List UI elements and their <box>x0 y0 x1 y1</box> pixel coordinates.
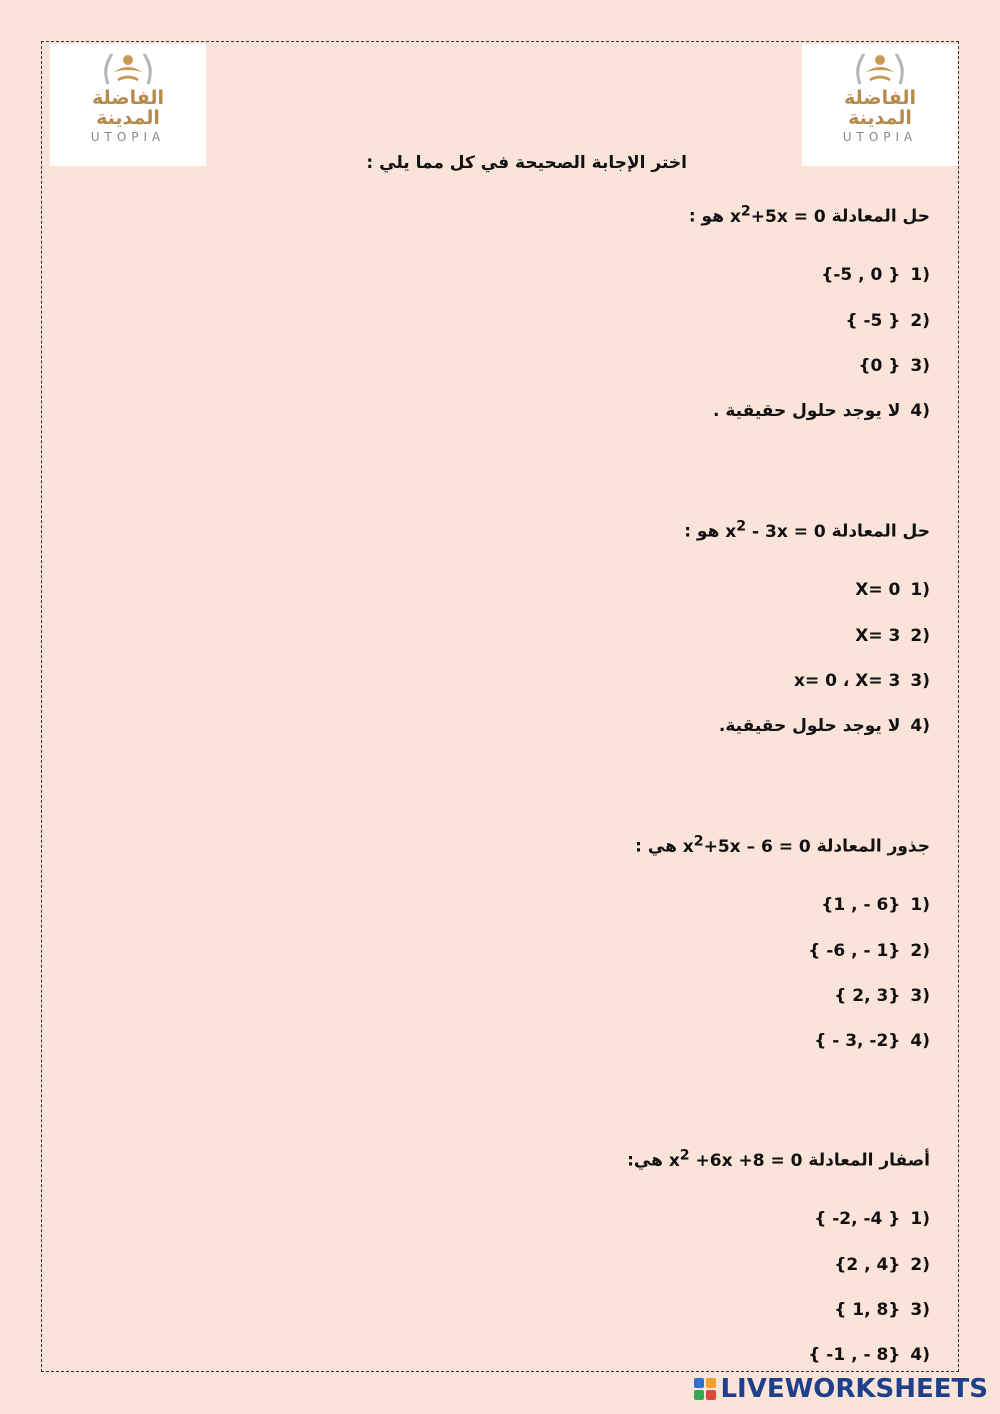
answer-option[interactable] <box>855 580 930 600</box>
logo-latin: UTOPIA <box>842 130 918 144</box>
worksheet-frame <box>41 41 959 1372</box>
answer-option[interactable] <box>814 1031 930 1051</box>
answer-option[interactable] <box>794 671 930 691</box>
answer-option-number: 3) <box>910 1300 930 1320</box>
answer-option[interactable] <box>834 986 930 1006</box>
answer-option-number: 3) <box>910 671 930 691</box>
question-prompt: حل المعادلة $x^2 - 3x = 0$ هو : <box>684 518 930 542</box>
answer-option-number: 2) <box>910 311 930 331</box>
answer-option-number: 1) <box>910 580 930 600</box>
answer-option-text: لا يوجد حلول حقيقية . <box>712 401 901 421</box>
answer-option-number: 3) <box>910 356 930 376</box>
utopia-logo-left <box>50 44 206 166</box>
answer-option-text: x= 0 ، X= 3 <box>794 671 901 691</box>
instructions-heading: اختر الإجابة الصحيحة في كل مما يلي : <box>366 153 687 173</box>
answer-option-number: 4) <box>910 401 930 421</box>
answer-option-number: 1) <box>910 265 930 285</box>
logo-arabic-line2: المدينة <box>96 107 160 129</box>
answer-option[interactable] <box>814 1209 930 1229</box>
answer-option-number: 2) <box>910 626 930 646</box>
answer-option-number: 3) <box>910 986 930 1006</box>
answer-option[interactable] <box>855 626 930 646</box>
answer-option-text: { 2, 3} <box>834 986 901 1006</box>
logo-arabic-line2: المدينة <box>848 107 912 129</box>
answer-option-text: لا يوجد حلول حقيقية. <box>718 716 901 736</box>
answer-option[interactable] <box>821 265 930 285</box>
liveworksheets-wordmark: LIVEWORKSHEETS <box>720 1374 988 1404</box>
answer-option-number: 4) <box>910 1031 930 1051</box>
answer-option-text: X= 3 <box>855 626 901 646</box>
answer-option[interactable] <box>808 941 930 961</box>
question-prompt: حل المعادلة $x^2+5x = 0$ هو : <box>688 203 930 227</box>
answer-option-number: 2) <box>910 941 930 961</box>
answer-option-text: {0 } <box>858 356 901 376</box>
answer-option-number: 1) <box>910 895 930 915</box>
answer-option[interactable] <box>845 311 930 331</box>
answer-option-text: { - 3, -2} <box>814 1031 901 1051</box>
liveworksheets-brand <box>694 1374 988 1404</box>
answer-option[interactable] <box>719 716 930 736</box>
answer-option[interactable] <box>821 895 930 915</box>
laurel-icon <box>850 48 910 88</box>
answer-option-number: 4) <box>910 716 930 736</box>
logo-arabic-line1: الفاضلة <box>91 87 165 109</box>
answer-option-text: { -1 , - 8} <box>808 1345 901 1365</box>
answer-option-text: { 1, 8} <box>834 1300 901 1320</box>
question-prompt: أصفار المعادلة $x^2 +6x +8 = 0$ هي: <box>627 1147 930 1171</box>
answer-option[interactable] <box>713 401 930 421</box>
answer-option-number: 1) <box>910 1209 930 1229</box>
logo-latin: UTOPIA <box>90 130 166 144</box>
logo-arabic-line1: الفاضلة <box>843 87 917 109</box>
answer-option[interactable] <box>808 1345 930 1365</box>
answer-option-text: {-5 , 0 } <box>821 265 901 285</box>
answer-option-text: X= 0 <box>855 580 901 600</box>
answer-option-text: { -2, -4 } <box>814 1209 901 1229</box>
answer-option[interactable] <box>834 1255 930 1275</box>
utopia-logo-right <box>802 44 958 166</box>
liveworksheets-logo-icon <box>694 1378 716 1400</box>
laurel-icon <box>98 48 158 88</box>
answer-option[interactable] <box>858 356 930 376</box>
answer-option-text: {1 , - 6} <box>821 895 901 915</box>
answer-option[interactable] <box>834 1300 930 1320</box>
answer-option-number: 4) <box>910 1345 930 1365</box>
question-prompt: جذور المعادلة $x^2+5x - 6 = 0$ هي : <box>635 833 930 857</box>
answer-option-text: { -6 , - 1} <box>808 941 901 961</box>
answer-option-text: {2 , 4} <box>834 1255 901 1275</box>
answer-option-number: 2) <box>910 1255 930 1275</box>
answer-option-text: { -5 } <box>845 311 901 331</box>
